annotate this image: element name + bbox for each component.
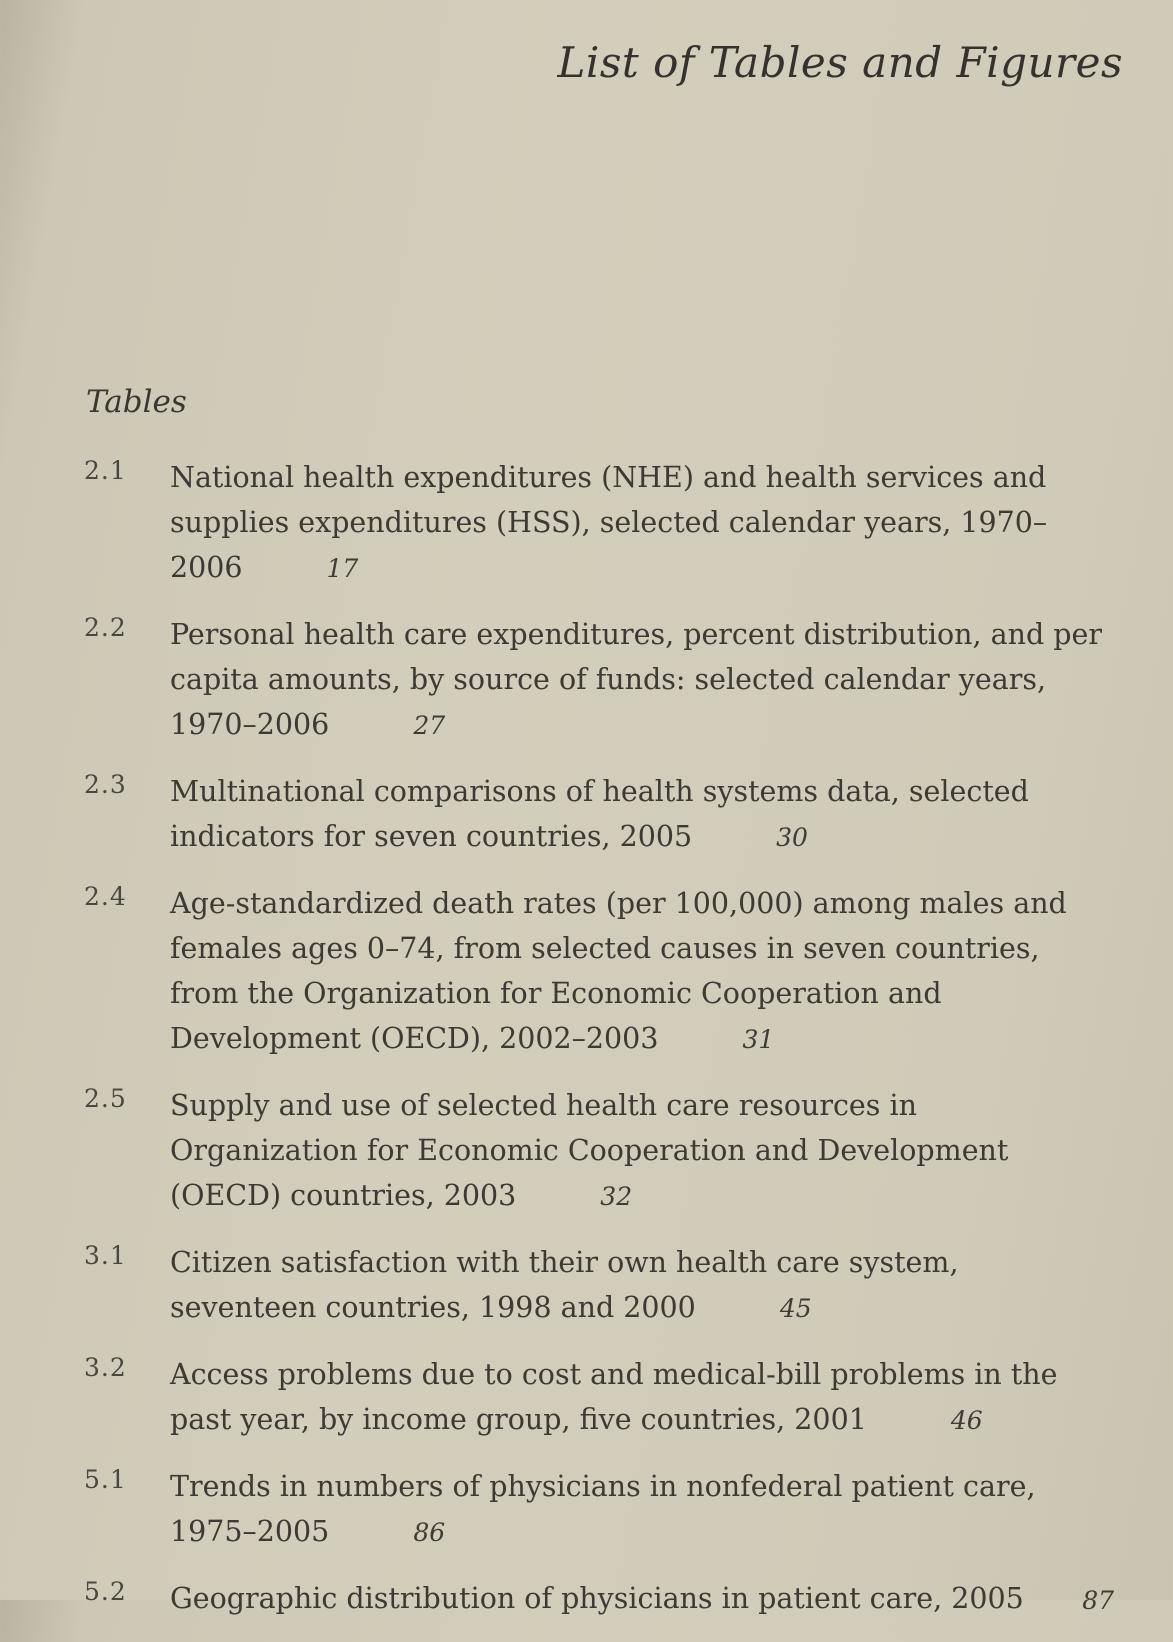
entry-number: 2.3 (84, 770, 127, 799)
entry-number: 2.5 (84, 1084, 127, 1113)
tables-list (84, 455, 1154, 1642)
page-title: List of Tables and Figures (557, 38, 1123, 87)
entry-title: Geographic distribution of physicians in patient care, 2005 (170, 1582, 1024, 1615)
entry-number: 3.2 (84, 1353, 127, 1382)
entry-number: 2.4 (84, 882, 127, 911)
entry-text (170, 455, 1154, 591)
entry-text (170, 1240, 1154, 1331)
list-item (84, 769, 1154, 860)
entry-title: Trends in numbers of physicians in nonfederal patient care, 1975–2005 (170, 1470, 1036, 1548)
entry-page-number: 32 (600, 1182, 633, 1211)
entry-title: National health expenditures (NHE) and health services and supplies expenditures (HSS), selected calendar years, 1970–2006 (170, 461, 1048, 584)
entry-title: Age-standardized death rates (per 100,000) among males and females ages 0–74, from selected causes in seven countries, from the Organization for Economic Cooperation and Development (OECD), 2002–2003 (170, 887, 1067, 1055)
section-heading-tables: Tables (86, 384, 187, 420)
entry-text (170, 881, 1154, 1062)
entry-text (170, 1083, 1154, 1219)
entry-text (170, 1352, 1154, 1443)
entry-page-number: 31 (742, 1025, 775, 1054)
list-item (84, 1576, 1154, 1621)
list-item (84, 1464, 1154, 1555)
entry-title: Multinational comparisons of health systems data, selected indicators for seven countries, 2005 (170, 775, 1029, 853)
entry-page-number: 30 (776, 823, 808, 852)
list-item (84, 1352, 1154, 1443)
entry-title: Personal health care expenditures, percent distribution, and per capita amounts, by source of funds: selected calendar years, 1970–2006 (170, 618, 1102, 741)
entry-number: 3.1 (84, 1241, 127, 1270)
entry-number: 2.1 (84, 456, 127, 485)
entry-number: 5.2 (84, 1577, 127, 1606)
entry-number: 5.1 (84, 1465, 127, 1494)
list-item (84, 881, 1154, 1062)
entry-page-number: 45 (779, 1294, 812, 1323)
entry-page-number: 46 (950, 1406, 983, 1435)
list-item (84, 455, 1154, 591)
entry-title: Citizen satisfaction with their own health care system, seventeen countries, 1998 and 2000 (170, 1246, 959, 1324)
entry-title: Access problems due to cost and medical-bill problems in the past year, by income group, five countries, 2001 (170, 1358, 1058, 1436)
entry-number: 2.2 (84, 613, 127, 642)
entry-text (170, 1464, 1154, 1555)
entry-page-number: 17 (326, 554, 359, 583)
list-item (84, 1083, 1154, 1219)
entry-text (170, 612, 1154, 748)
list-item (84, 612, 1154, 748)
entry-title: Supply and use of selected health care resources in Organization for Economic Cooperation and Development (OECD) countries, 2003 (170, 1089, 1009, 1212)
list-item (84, 1240, 1154, 1331)
entry-text (170, 769, 1154, 860)
entry-page-number: 86 (413, 1518, 446, 1547)
entry-text (170, 1576, 1154, 1621)
entry-page-number: 87 (1082, 1586, 1114, 1615)
entry-page-number: 27 (413, 711, 446, 740)
